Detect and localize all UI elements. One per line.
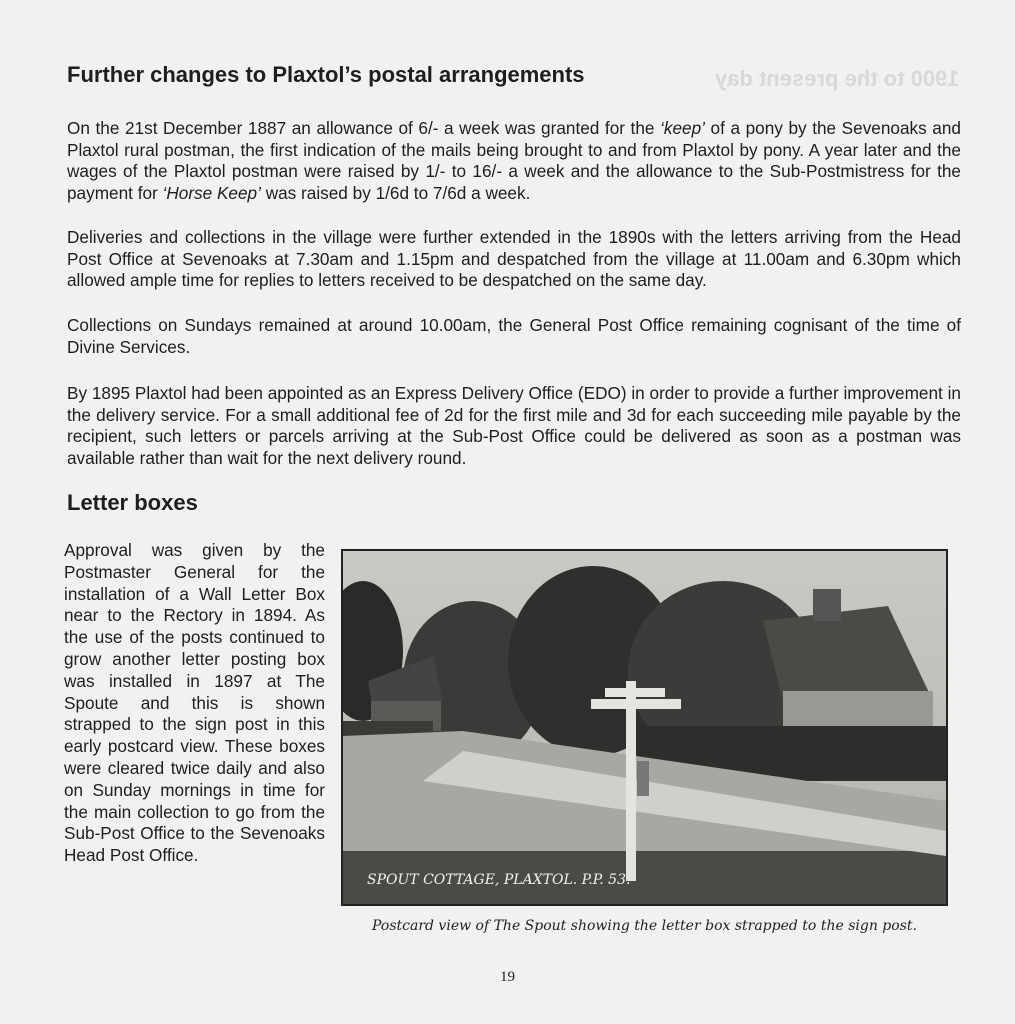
- paragraph-1: On the 21st December 1887 an allowance of 6/- a week was granted for the ‘keep’ of a pony by the Sevenoaks and Plaxtol rural postman, the first indication of the mails being brought to and from Plaxtol by pony. A year later and the wages of the Plaxtol postman were raised by 1/- to 16/- a week and the allowance to the Sub-Postmistress for the payment for ‘Horse Keep’ was raised by 1/6d to 7/6d a week.: [67, 118, 961, 203]
- show-through-text: 1900 to the present day: [715, 66, 960, 91]
- postcard-photo: [341, 549, 948, 906]
- page-number: 19: [500, 969, 515, 985]
- paragraph-2: Deliveries and collections in the village were further extended in the 1890s with the letters arriving from the Head Post Office at Sevenoaks at 7.30am and 1.15pm and despatched from the village at 11.00am and 6.30pm which allowed ample time for replies to letters received to be despatched on the same day.: [67, 227, 961, 291]
- photo-label: SPOUT COTTAGE, PLAXTOL. P.P. 53.: [367, 872, 631, 888]
- heading-postal-arrangements: Further changes to Plaxtol’s postal arrangements: [67, 62, 585, 87]
- heading-letter-boxes: Letter boxes: [67, 490, 198, 515]
- paragraph-4: By 1895 Plaxtol had been appointed as an Express Delivery Office (EDO) in order to provide a further improvement in the delivery service. For a small additional fee of 2d for the first mile and 3d for each succeeding mile payable by the recipient, such letters or parcels arriving at the Sub-Post Office could be delivered as soon as a postman was available rather than wait for the next delivery round.: [67, 383, 961, 468]
- photo-caption: Postcard view of The Spout showing the letter box strapped to the sign post.: [372, 918, 917, 934]
- letter-boxes-text: Approval was given by the Postmaster General for the installation of a Wall Letter Box near to the Rectory in 1894. As the use of the posts continued to grow another letter posting box was installed in 1897 at The Spoute and this is shown strapped to the sign post in this early postcard view. These boxes were cleared twice daily and also on Sunday mornings in time for the main collection to go from the Sub-Post Office to the Sevenoaks Head Post Office.: [64, 540, 325, 866]
- paragraph-3: Collections on Sundays remained at around 10.00am, the General Post Office remaining cognisant of the time of Divine Services.: [67, 315, 961, 357]
